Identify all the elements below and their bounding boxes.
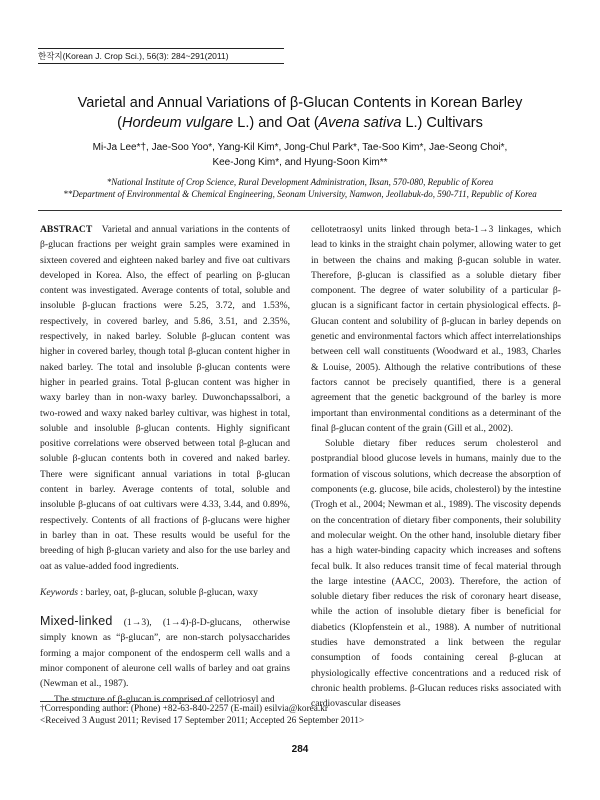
- right-column: [311, 222, 561, 712]
- footnote-rule: [40, 701, 210, 702]
- scientific-name-oat: Avena sativa: [318, 115, 402, 131]
- intro-paragraph-1: [40, 614, 290, 691]
- body-paragraph-2: Soluble dietary fiber reduces serum cholesterol and postprandial blood glucose levels in humans, mainly due to the formation of viscous solutions, which decrease the absorption of components (e.g. glucose, bile acids, cholesterol) by the intestine (Trogh et al., 2004; Newman et al., 1989). The viscosity depends on the concentration of dietary fiber components, their solubility and molecular weight. On the other hand, insoluble dietary fiber has a high water-binding capacity which increases and softens fecal bulk. It also reduces transit time of fecal material through the large intestine (AACC, 2003). Therefore, the action of soluble dietary fiber reduces the risk of coronary heart disease, while the action of insoluble dietary fiber is beneficial for diabetics (Klopfenstein et al., 1988). A number of nutritional studies have demonstrated a link between the regular consumption of foods containing cereal β-glucan at physiologically effective concentrations and a reduced risk of chronic health problems. β-Glucan reduces risks associated with cardiovascular diseases: [311, 438, 561, 710]
- keywords: [40, 585, 290, 600]
- keywords-label: Keywords: [40, 586, 79, 598]
- body-paragraph-1: cellotetraosyl units linked through beta-1→3 linkages, which lead to kinks in the straight chain polymer, allowing water to get in between the chains and making β-gucan soluble in water. Therefore, β-glucan is classified as a soluble dietary fiber component. The degree of water solubility of a particular β-glucan is a significant factor in certain physiological effects. β-Glucan content and solubility of β-glucan in barley depends on genetic and environmental factors which affect interrelationships between cell wall constituents (Woodward et al., 1983, Charles & Louise, 2005). Although the relative contributions of these factors cannot be precisely quantified, there is a general agreement that the genetic background of the barley is more important than environmental conditions as a determinant of the final β-glucan content of the grain (Gill et al., 2002).: [311, 224, 561, 434]
- author-line-1: Mi-Ja Lee*†, Jae-Soo Yoo*, Yang-Kil Kim*, Jong-Chul Park*, Tae-Soo Kim*, Jae-Seong Choi*,: [92, 142, 508, 153]
- abstract-text: Varietal and annual variations in the contents of β-glucan fractions per weight grain samples were examined in sixteen covered and eighteen naked barley and five oat cultivars developed in Korea. Also, the effect of pearling on β-glucan content was investigated. Average contents of total, soluble and insoluble β-glucan fractions were 5.25, 3.72, and 1.53%, respectively, in covered barley, and 5.86, 3.51, and 2.35%, respectively, in naked barley. Soluble β-glucan content was higher in covered barley, though total β-glucan content higher in naked barley. The total and insoluble β-glucan contents were higher in pearled grains. Total β-glucan content was higher in waxy barley than in non-waxy barley. Duwonchapssalbori, a two-rowed and waxy naked barley cultivar, was highest in total, soluble and insoluble β-glucan contents. Highly significant positive correlations were observed between total β-glucan and soluble β-glucan contents both in covered and naked barley. There were significant annual variations in total β-glucan content in barley. Average contents of total, soluble and insoluble β-glucans of oat cultivars were 4.33, 3.44, and 0.89%, respectively. Contents of all fractions of β-glucans were higher in barley than in oat. These results would be useful for the breeding of high β-glucan variety and also for the use barley and oat as value-added food ingredients.: [40, 224, 290, 572]
- abstract-label: ABSTRACT: [40, 224, 93, 235]
- intro-paragraph-2: The structure of β-glucan is comprised of cellotriosyl and: [54, 693, 275, 705]
- scientific-name-barley: Hordeum vulgare: [122, 115, 234, 131]
- intro-heading: Mixed-linked: [40, 614, 113, 629]
- keywords-text: : barley, oat, β-glucan, soluble β-glucan, waxy: [78, 586, 258, 598]
- intro-text: (1→3), (1→4)-β-D-glucans, otherwise simply known as “β-glucan”, are non-starch polysaccharides forming a major component of the endosperm cell walls and a minor component of aleurone cell walls of barley and oat grains (Newman et al., 1987).: [40, 617, 290, 690]
- title-line-2: (Hordeum vulgare L.) and Oat (Avena sativa L.) Cultivars: [117, 115, 483, 131]
- abstract: [40, 222, 290, 574]
- page-number: 284: [291, 744, 309, 755]
- author-line-2: Kee-Jong Kim*, and Hyung-Soon Kim**: [212, 157, 388, 168]
- received-dates-note: <Received 3 August 2011; Revised 17 September 2011; Accepted 26 September 2011>: [40, 716, 365, 726]
- section-divider: [38, 210, 562, 211]
- affiliation-2: **Department of Environmental & Chemical Engineering, Seonam University, Namwon, Jeollabuk-do, 590-711, Republic of Korea: [63, 189, 537, 199]
- paper-title: [20, 93, 580, 133]
- affiliation-1: *National Institute of Crop Science, Rural Development Administration, Iksan, 570-080, Republic of Korea: [106, 177, 494, 187]
- journal-header: 한작지(Korean J. Crop Sci.), 56(3): 284~291(2011): [38, 51, 229, 61]
- corresponding-author-note: †Corresponding author: (Phone) +82-63-840-2257 (E-mail) esilvia@korea.kr: [40, 704, 328, 714]
- header-rule-bottom: [38, 63, 284, 64]
- title-line-1: Varietal and Annual Variations of β-Glucan Contents in Korean Barley: [77, 95, 523, 111]
- header-rule-top: [38, 48, 284, 49]
- author-list: [30, 140, 570, 170]
- left-column: [40, 222, 290, 707]
